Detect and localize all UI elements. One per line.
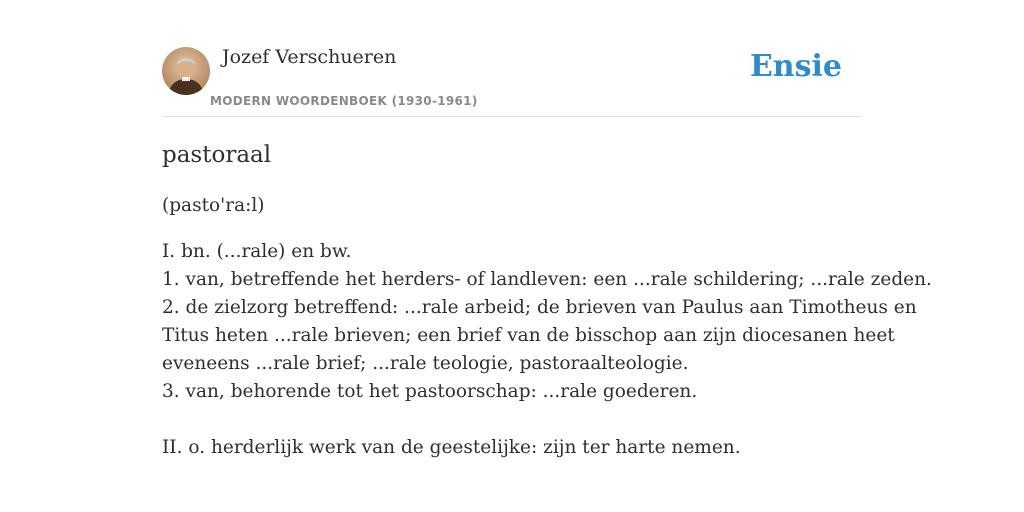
definition-line: 3. van, behorende tot het pastoorschap: ...rale goederen. [162,381,698,402]
entry-header [162,40,862,117]
headword: pastoraal [162,142,272,168]
definition-line: Titus heten ...rale brieven; een brief van de bisschop aan zijn diocesanen heet [162,325,895,346]
author-avatar[interactable] [162,47,210,95]
author-name[interactable]: Jozef Verschueren [222,46,397,68]
paragraph-gap [162,406,872,434]
dictionary-source[interactable]: MODERN WOORDENBOEK (1930-1961) [210,94,478,108]
definition-line: 2. de zielzorg betreffend: ...rale arbeid; de brieven van Paulus aan Timotheus en [162,297,917,318]
definition-line: I. bn. (...rale) en bw. [162,241,352,262]
definition-line: 1. van, betreffende het herders- of landleven: een ...rale schildering; ...rale zeden. [162,269,932,290]
definition-line: eveneens ...rale brief; ...rale teologie, pastoraalteologie. [162,353,689,374]
definition-body [162,238,932,462]
definition-line: II. o. herderlijk werk van de geestelijke: zijn ter harte nemen. [162,437,741,458]
entry-content [162,140,932,462]
pronunciation: (pasto'ra:l) [162,195,265,216]
brand-logo[interactable]: Ensie [749,49,842,84]
